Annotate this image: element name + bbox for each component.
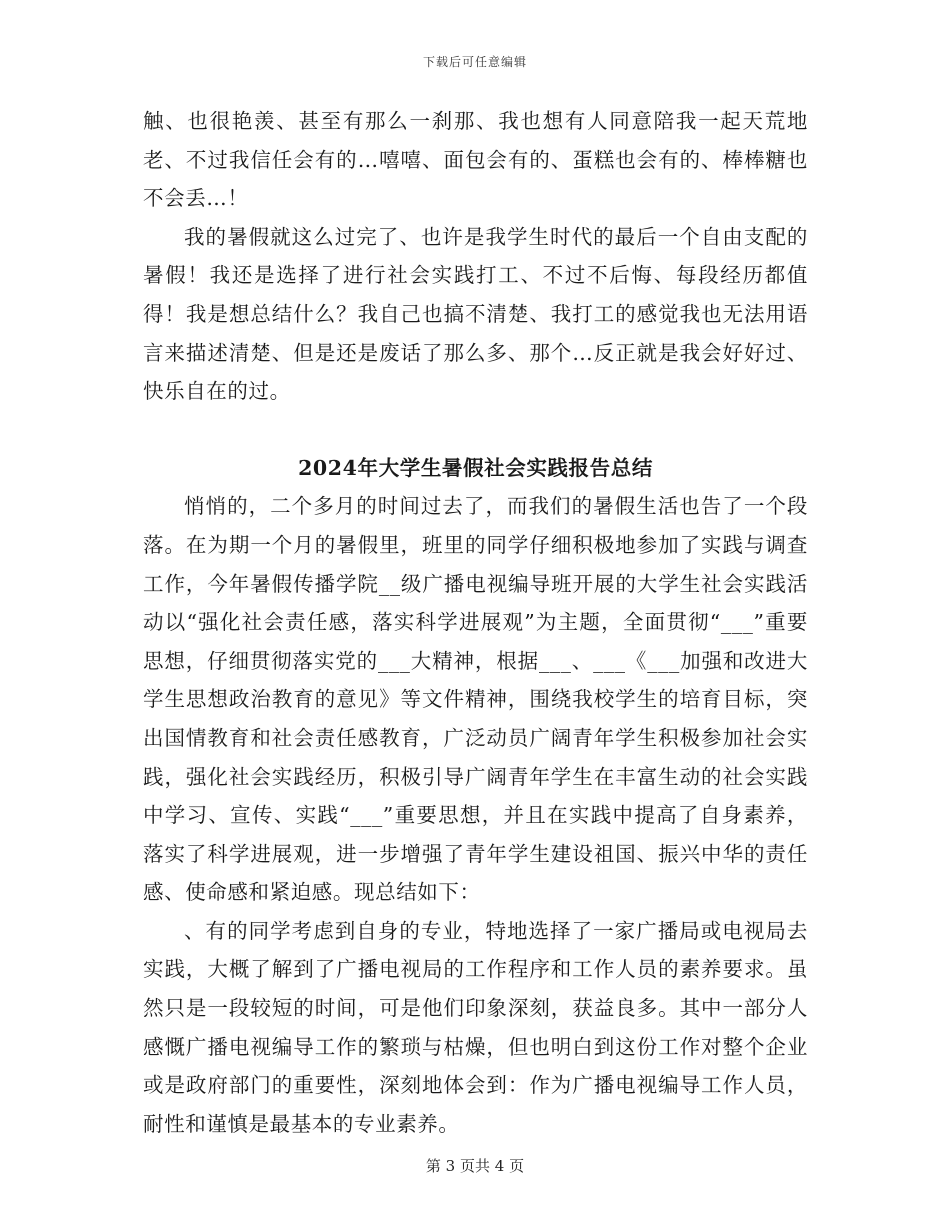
paragraph-summer-summary: 我的暑假就这么过完了、也许是我学生时代的最后一个自由支配的暑假！我还是选择了进行社会实践打工、不过不后悔、每段经历都值得！我是想总结什么？我自己也搞不清楚、我打工的感觉我也无法用语言来描述清楚、但是还是废话了那么多、那个…反正就是我会好好过、快乐自在的过。 <box>143 224 808 404</box>
paragraph-report-intro: 悄悄的，二个多月的时间过去了，而我们的暑假生活也告了一个段落。在为期一个月的暑假里，班里的同学仔细积极地参加了实践与调查工作，今年暑假传播学院__级广播电视编导班开展的大学生社会实践活动以“强化社会责任感，落实科学进展观”为主题，全面贯彻“___”重要思想，仔细贯彻落实党的___大精神，根据___、___《___加强和改进大学生思想政治教育的意见》等文件精神，围绕我校学生的培育目标，突出国情教育和社会责任感教育，广泛动员广阔青年学生积极参加社会实践，强化社会实践经历，积极引导广阔青年学生在丰富生动的社会实践中学习、宣传、实践“___”重要思想，并且在实践中提高了自身素养，落实了科学进展观，进一步增强了青年学生建设祖国、振兴中华的责任感、使命感和紧迫感。现总结如下： <box>143 494 808 905</box>
page-number: 第 3 页共 4 页 <box>425 1157 525 1175</box>
header-note: 下载后可任意编辑 <box>422 55 527 69</box>
document-body <box>143 102 808 1143</box>
section-gap <box>143 411 808 449</box>
section-title: 2024年大学生暑假社会实践报告总结 <box>298 455 653 480</box>
paragraph-continuation: 触、也很艳羡、甚至有那么一刹那、我也想有人同意陪我一起天荒地老、不过我信任会有的…嘻嘻、面包会有的、蛋糕也会有的、棒棒糖也不会丢…！ <box>143 109 808 211</box>
paragraph-report-item: 、有的同学考虑到自身的专业，特地选择了一家广播局或电视局去实践，大概了解到了广播电视局的工作程序和工作人员的素养要求。虽然只是一段较短的时间，可是他们印象深刻，获益良多。其中一部分人感慨广播电视编导工作的繁琐与枯燥，但也明白到这份工作对整个企业或是政府部门的重要性，深刻地体会到：作为广播电视编导工作人员，耐性和谨慎是最基本的专业素养。 <box>143 918 808 1136</box>
